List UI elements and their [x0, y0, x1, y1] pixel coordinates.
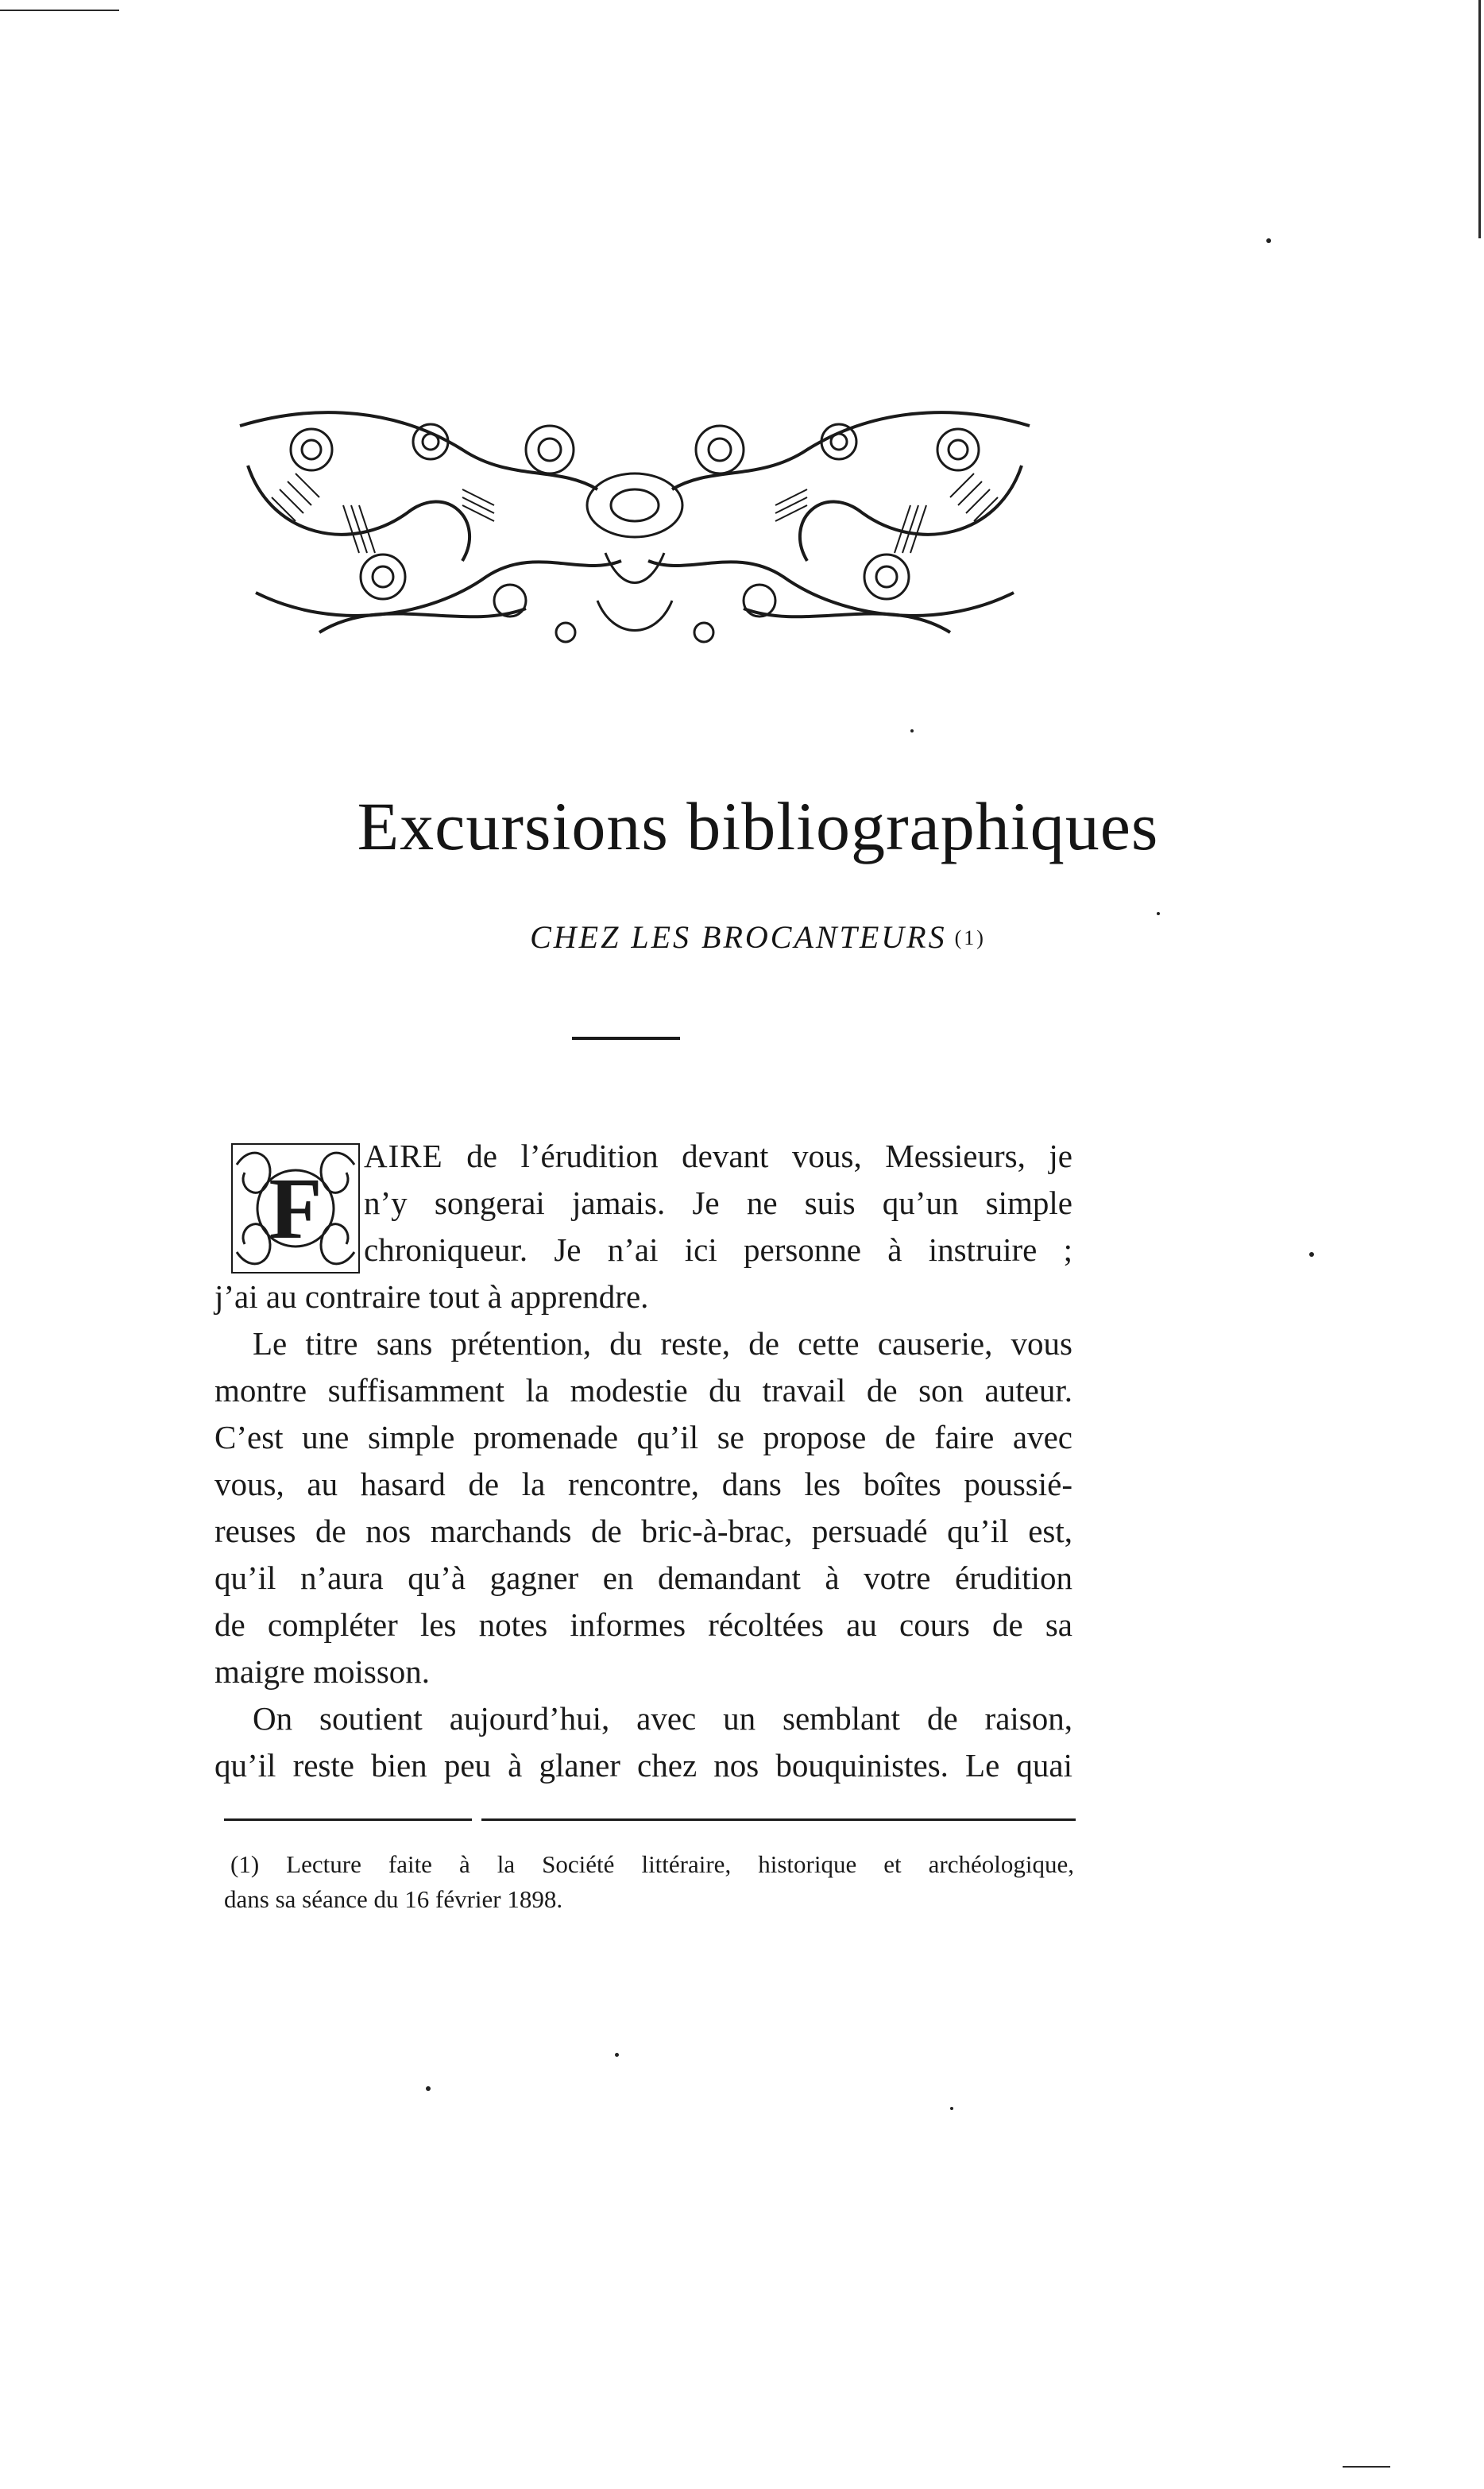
title-divider-rule	[572, 1037, 680, 1040]
subtitle-text: CHEZ LES BROCANTEURS	[530, 919, 947, 955]
text-line: maigre moisson.	[214, 1653, 431, 1690]
scan-speck	[950, 2107, 953, 2110]
text-line: vous, au hasard de la rencontre, dans les boîtes poussié-	[214, 1466, 1072, 1502]
ornamental-headpiece	[224, 394, 1045, 650]
text-line: qu’il reste bien peu à glaner chez nos bouquinistes. Le quai	[214, 1747, 1072, 1784]
text-line: montre suffisamment la modestie du travail de son auteur.	[214, 1372, 1072, 1409]
drop-cap-letter: F	[269, 1160, 323, 1257]
footnote-line: (1) Lecture faite à la Société littéraire, historique et archéologique,	[230, 1850, 1074, 1878]
footnote-rule-left	[224, 1818, 472, 1821]
scan-speck	[1266, 238, 1271, 243]
scan-speck	[426, 2086, 431, 2091]
text-line: On soutient aujourd’hui, avec un semblant de raison,	[253, 1700, 1072, 1737]
scan-edge-mark-right	[1478, 0, 1481, 238]
text-line: qu’il n’aura qu’à gagner en demandant à votre érudition	[214, 1559, 1072, 1596]
scan-edge-mark-top	[0, 10, 119, 11]
text-line: de compléter les notes informes récoltées au cours de sa	[214, 1606, 1072, 1643]
scan-speck	[1157, 912, 1160, 915]
text-line: n’y songerai jamais. Je ne suis qu’un simple	[364, 1185, 1072, 1221]
scan-speck	[1309, 1252, 1314, 1257]
text-line: C’est une simple promenade qu’il se propose de faire avec	[214, 1419, 1072, 1455]
body-text	[214, 1133, 1072, 1789]
footnote-line: dans sa séance du 16 février 1898.	[224, 1885, 563, 1913]
footnote	[224, 1847, 1074, 1917]
lead-word: AIRE	[364, 1138, 443, 1174]
page-title: Excursions bibliographiques	[357, 788, 1159, 864]
text-line: reuses de nos marchands de bric-à-brac, persuadé qu’il est,	[214, 1513, 1072, 1549]
footnote-reference: (1)	[954, 926, 986, 949]
chapter-subtitle	[0, 918, 1484, 956]
text-line: AIRE de l’érudition devant vous, Messieurs, je	[364, 1138, 1072, 1174]
scan-edge-mark-bottom	[1343, 2466, 1390, 2468]
text-line: j’ai au contraire tout à apprendre.	[214, 1278, 649, 1315]
scan-speck	[910, 729, 914, 732]
text-line: Le titre sans prétention, du reste, de cette causerie, vous	[253, 1325, 1072, 1362]
footnote-rule-right	[481, 1818, 1076, 1821]
text-line: chroniqueur. Je n’ai ici personne à instruire ;	[364, 1231, 1072, 1268]
scan-speck	[615, 2053, 619, 2057]
